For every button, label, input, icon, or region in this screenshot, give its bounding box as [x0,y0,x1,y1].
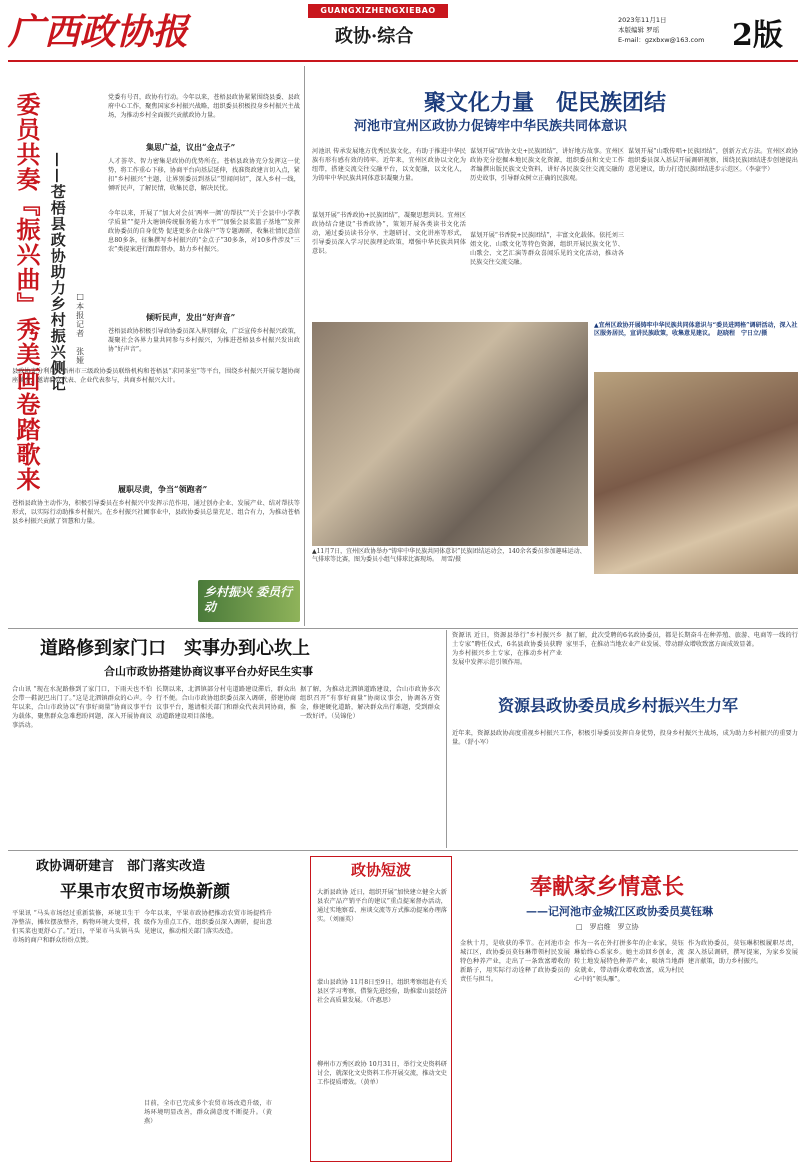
a1-subtitle: 河池市宜州区政协力促铸牢中华民族共同体意识 [354,119,628,134]
issue-date: 2023年11月1日 [618,16,667,24]
a5-title-1: 政协调研建言 部门落实改造 [36,859,206,874]
a2-p1: 人才荟萃、智力密集是政协的优势所在。苍梧县政协充分发挥这一优势，将工作重心下移，协商平台向基层延伸，找准资政建言切入点，紧扣“乡村振兴”主题，让界别委员到基层“望闻问切”，深入乡村一线，倾听民声，了解民情，收集民意，解决民忧。 [108,158,300,192]
section-rule-2 [8,850,798,851]
a7-byline: □ 罗启维 罗立协 [576,923,639,931]
a2-p4: 县政协充分利用好梧州市三级政协委员联络机构和苍梧县“求同茶室”等平台，围绕乡村振兴开展专题协商座谈会，邀请群众代表、企业代表参与，共商乡村振兴大计。 [12,368,300,384]
rural-banner-text: 乡村振兴 委员行动 [204,585,293,614]
vertical-headline: 委员共奏『振兴曲』秀美画卷踏歌来 [12,92,41,492]
photo-caption-right: ▲宜州区政协开展铸牢中华民族共同体意识与“委员进网格”调研活动，深入社区服务居民，宣讲民族政策，收集意见建议。 赵晓程 宁日立/摄 [594,322,798,338]
a7-body-3: 作为政协委员，莫钰琳积极履职尽责，深入基层调研，撰写提案，为家乡发展建言献策，助力乡村振兴。 [688,940,798,965]
vertical-subheadline: ——苍梧县政协助力乡村振兴侧记 [48,152,67,392]
news-brief-item-2: 蒙山县政协 11月8日至9日，组织考察组赴有关县区学习考察，借鉴先进经验，助推蒙山县经济社会高质量发展。（许惠思） [317,979,447,1004]
a2-lead: 党委有号召，政协有行动。今年以来，苍梧县政协紧紧围绕县委、县政府中心工作，聚焦国家乡村振兴战略，组织委员积极投身乡村振兴主战场，为推动乡村全面振兴贡献政协力量。 [108,94,300,119]
a5-body-2: 今年以来，平果市政协把推动农贸市场提档升级作为重点工作，组织委员深入调研，提出意见建议，推动相关部门落实改造。 [144,910,272,935]
masthead [0,0,805,62]
a4-title: 资源县政协委员成乡村振兴生力军 [498,696,739,715]
section-rule-1 [8,628,798,629]
news-brief-title-bar [311,857,451,883]
a4-body-1: 资源讯 近日，资源县举行“乡村振兴乡土专家”聘任仪式，6名县政协委员获聘为乡村振兴乡土专家，在推动乡村产业发展中发挥示范引领作用。 [452,632,562,666]
a1-body-5: 谋划开展“山歌传唱+民族团结”，创新方式方法。宜州区政协组织委员深入基层开展调研视察，围绕民族团结进步创建提出意见建议，助力打造民族团结进步示范区。（李豪宇） [628,148,798,173]
page-number: 2版 [732,18,783,53]
photo-community-visit [594,372,798,574]
byline: □本报记者 张娅 [75,292,85,365]
rural-banner [198,580,300,622]
section-title: 政协·综合 [335,26,414,47]
a2-p2: 今年以来，开展了“加大对会员‘两率一颜’的帮扶”“关于会县中小学教学质量”“提升大塘镇传统服务能力水平”“加强会县菜篮子基地”“发挥政协委员的自身优势 促进更多企业落户”等专题调研，收集社情民意信息80多条，征集撰写乡村振兴的“金点子”30多条，对10多件涉及“三农”类提案进行跟踪督办，助力乡村振兴。 [108,210,300,253]
a5-body-3: 目前，全市已完成多个农贸市场改造升级，市场环境明显改善，群众满意度不断提升。（黄燕） [144,1100,272,1125]
a3-body-1: 合山讯 “现在水泥路修到了家门口，下雨天也不怕会带一鞋泥巴出门了。”这是北泗镇群众的心声。今年以来，合山市政协以“有事好商量”协商议事平台为载体，聚焦群众急难愁盼问题，深入开展协商议事活动。 [12,686,152,729]
masthead-pinyin-bar [308,4,448,18]
a5-body-1: 平果讯 “马头市场经过重新装修，环境卫生干净整洁，摊位摆放整齐，购物环境大变样，我们买菜也更舒心了。”近日，平果市马头镇马头市场的商户和群众纷纷点赞。 [12,910,140,944]
a2-p5: 苍梧县政协主动作为，积极引导委员在乡村振兴中发挥示范作用，通过创办企业、发展产业、结对帮扶等形式，以实际行动助推乡村振兴。在乡村振兴社圃事业中，县政协委员总量充足、组合有力，为推动苍梧县乡村振兴贡献了智慧和力量。 [12,500,300,525]
a7-body-2: 作为一名在外打拼多年的企业家，莫钰琳始终心系家乡。她主动回乡创业，流转土地发展特色种养产业，吸纳当地群众就业，带动群众增收致富，成为村民心中的“领头雁”。 [574,940,684,983]
issue-email: E-mail：gzxbxw@163.com [618,36,705,44]
a1-body-3: 谋划开展“政协文史+民族团结”，讲好地方故事。宜州区政协充分挖掘本地民族文化资源，组织委员和文史工作者编撰出版民族文史资料，讲好各民族交往交流交融的历史故事，引导群众树立正确的民族观。 [470,148,624,182]
news-brief-item-1: 大新县政协 近日，组织开展“加快建立健全大新县农产品产销平台的建议”重点提案督办活动，通过实地察看、座谈交流等方式推动提案办理落实。（刘丽英） [317,889,447,923]
masthead-title: 广西政协报 [8,11,189,53]
a3-body-2: 长期以来，北泗镇部分村屯道路建设滞后，群众出行不便。合山市政协组织委员深入调研，搭建协商议事平台，邀请相关部门和群众代表共同协商，推动道路建设项目落地。 [156,686,296,720]
a2-heading-1: 集思广益，议出“金点子” [146,142,236,152]
issue-editor: 本版编辑 罗瑶 [618,26,660,34]
a7-body-1: 金秋十月，是收获的季节。在河池市金城江区，政协委员莫钰琳带领村民发展特色种养产业，走出了一条致富增收的新路子，用实际行动诠释了政协委员的责任与担当。 [460,940,570,983]
a1-title: 聚文化力量 促民族团结 [424,90,667,116]
a4-body-2: 据了解，此次受聘的6名政协委员，都是长期奋斗在种养殖、旅游、电商等一线的行家里手，在推动当地农业产业发展、带动群众增收致富方面成效显著。 [566,632,798,648]
column-divider-mid [446,630,447,848]
a2-heading-3: 履职尽责，争当“领跑者” [118,484,208,494]
news-brief-box [310,856,452,1162]
a3-subtitle: 合山市政协搭建协商议事平台办好民生实事 [104,665,313,678]
a3-title: 道路修到家门口 实事办到心坎上 [40,638,310,659]
a1-body-1: 河池讯 传承发展地方优秀民族文化，有助于推进中华民族有形有感有效的铸牢。近年来，宜州区政协以文化为纽带，搭建交流交往交融平台，以文促融，以文化人，为铸牢中华民族共同体意识凝聚力量。 [312,148,466,182]
a1-body-4: 谋划开展“书香院+民族团结”，丰富文化载体。依托刘三姐文化、山歌文化等特色资源，组织开展民族文化节、山歌会、文艺汇演等群众喜闻乐见的文化活动，推动各民族交往交流交融。 [470,232,624,266]
photo-caption-left: ▲11月7日，宜州区政协举办“铸牢中华民族共同体意识”民族团结运动会，140余名委员参加趣味运动、气排球等比赛，图为委员小组气排球比赛现场。 周雪/摄 [312,548,586,564]
a2-p3: 苍梧县政协积极引导政协委员深入界别群众，广泛宣传乡村振兴政策，凝聚社会各界力量共同参与乡村振兴，为推进苍梧县乡村振兴发出政协“好声音”。 [108,328,300,353]
a7-title: 奉献家乡情意长 [530,874,685,900]
masthead-pinyin: GUANGXIZHENGXIEBAO [320,6,436,15]
news-brief-title: 政协短波 [350,861,411,879]
a1-body-2: 谋划开展“书香政协+民族团结”，凝聚思想共识。宜州区政协结合建设“书香政协”，策划开展各类读书文化活动，通过委员读书分享、主题研讨、文化讲座等形式，引导委员深入学习民族理论政策，增强中华民族共同体意识。 [312,212,466,255]
a2-heading-2: 倾听民声，发出“好声音” [146,312,236,322]
a4-body-3: 近年来，资源县政协高度重视乡村振兴工作，积极引导委员发挥自身优势，投身乡村振兴主战场，成为助力乡村振兴的重要力量。（舒小军） [452,730,798,746]
a5-title-2: 平果市农贸市场焕新颜 [60,882,230,902]
photo-volleyball [312,322,588,546]
column-divider-left [304,66,305,626]
header-rule [8,60,798,62]
a3-body-3: 据了解，为推动北泗镇道路建设，合山市政协多次组织召开“有事好商量”协商议事会，协调各方资金，修建硬化道路，解决群众出行难题，受到群众一致好评。（吴锦伦） [300,686,440,720]
a7-subtitle: ——记河池市金城江区政协委员莫钰琳 [526,905,713,918]
news-brief-item-3: 柳州市万秀区政协 10月31日，举行文史资料研讨会，就深化文史资料工作开展交流，推动文史工作提质增效。（黄单） [317,1061,447,1086]
